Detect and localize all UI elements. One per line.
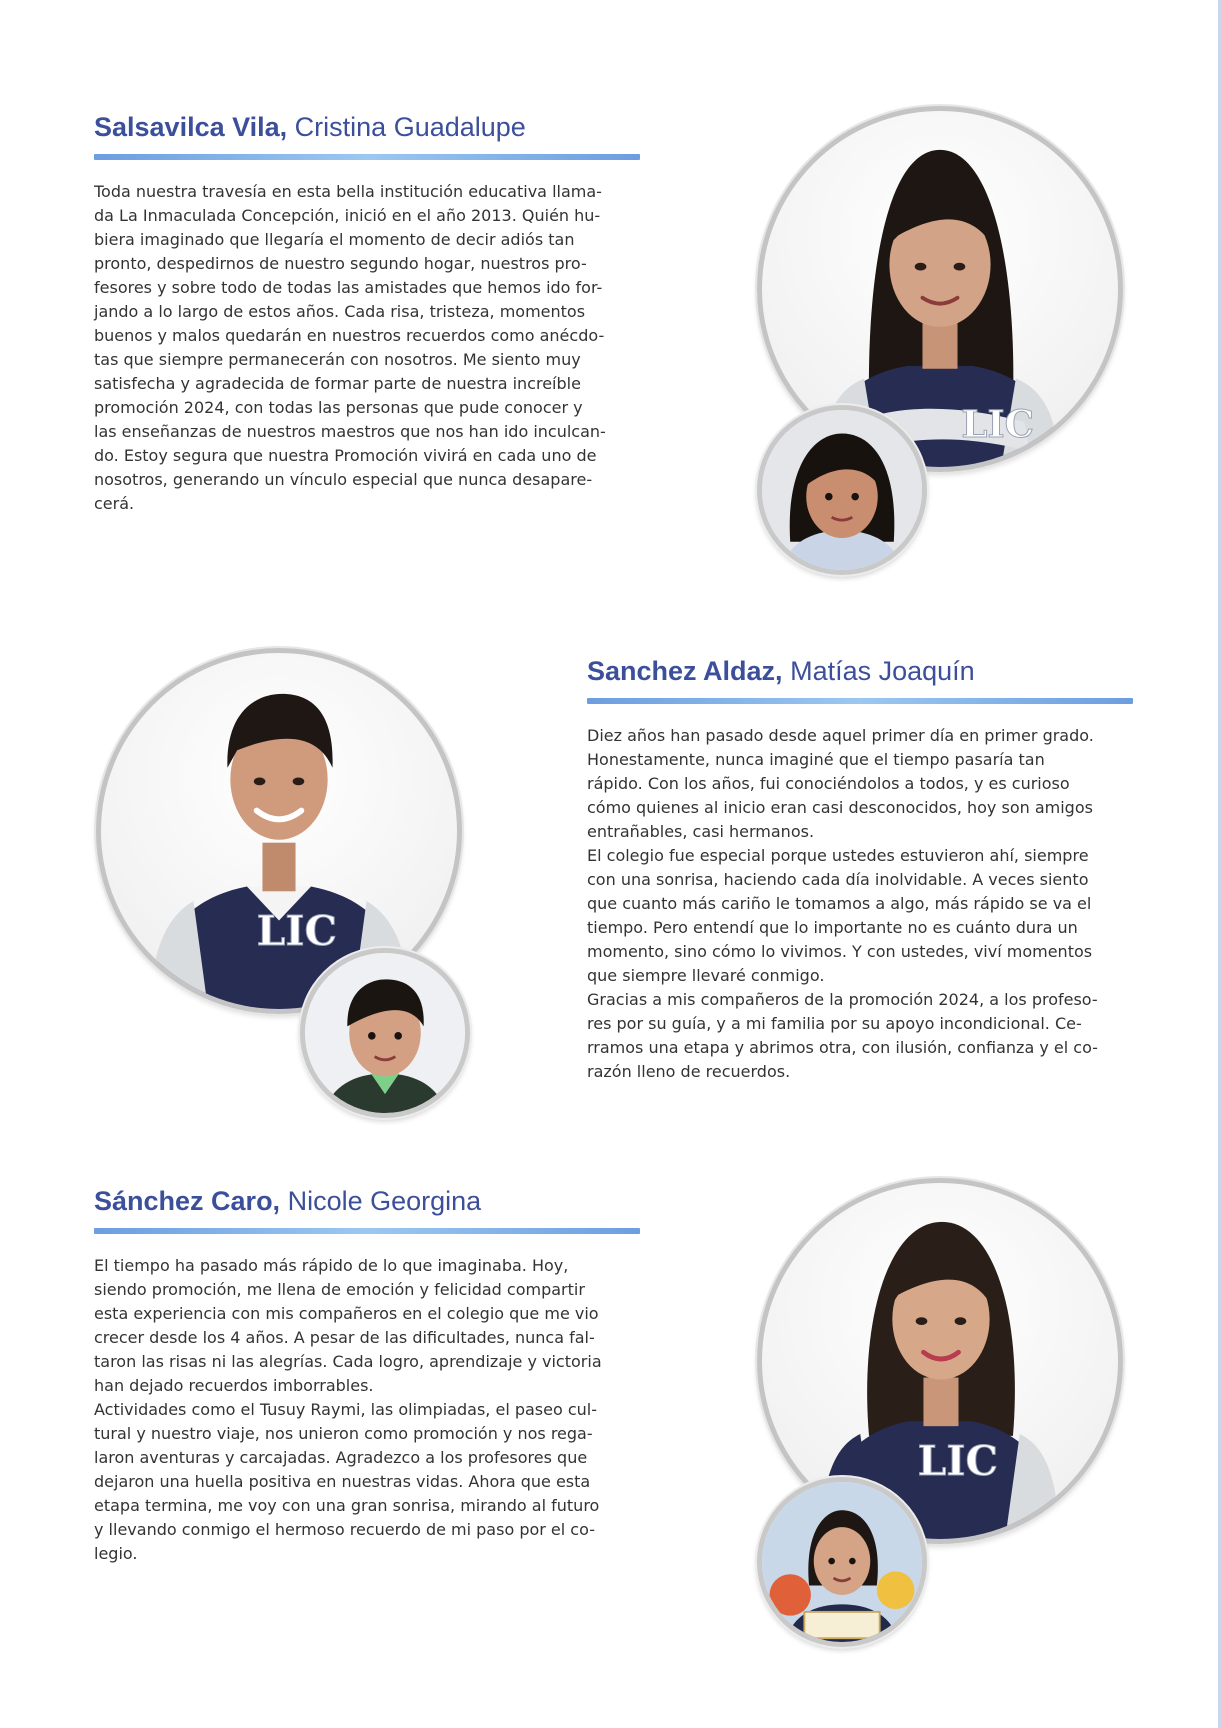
name-underline bbox=[94, 1228, 640, 1234]
childhood-photo-girl bbox=[762, 410, 922, 570]
student-text-block bbox=[94, 1184, 640, 1566]
jacket-logo: LIC bbox=[917, 1436, 998, 1485]
student-given-name: Cristina Guadalupe bbox=[294, 112, 526, 142]
student-name bbox=[587, 654, 1133, 688]
jacket-logo: LIC bbox=[961, 401, 1035, 446]
student-surname: Salsavilca Vila, bbox=[94, 112, 288, 142]
student-name bbox=[94, 110, 640, 144]
name-underline bbox=[94, 154, 640, 160]
student-text-block bbox=[94, 110, 640, 516]
student-given-name: Nicole Georgina bbox=[287, 1186, 482, 1216]
childhood-photo-boy bbox=[305, 953, 465, 1113]
student-given-name: Matías Joaquín bbox=[790, 656, 975, 686]
childhood-photo-girl-with-diploma bbox=[762, 1482, 922, 1642]
childhood-photo bbox=[757, 1477, 927, 1647]
student-name bbox=[94, 1184, 640, 1218]
childhood-photo bbox=[757, 405, 927, 575]
student-surname: Sanchez Aldaz, bbox=[587, 656, 783, 686]
name-underline bbox=[587, 698, 1133, 704]
student-text-block bbox=[587, 654, 1133, 1084]
childhood-photo bbox=[300, 948, 470, 1118]
student-bio: Diez años han pasado desde aquel primer día en primer grado. Honestamente, nunca imaginé que el tiempo pasaría tan rápido. Con los años, fui conociéndolos a todos, y es curioso cómo quienes al inicio eran casi desconocidos, hoy son amigos entrañables, casi hermanos. El colegio fue especial porque ustedes estuvieron ahí, siempre con una sonrisa, haciendo cada día inolvidable. A veces siento que cuanto más cariño le tomamos a algo, más rápido se va el tiempo. Pero entendí que lo importante no es cuánto dura un momento, sino cómo lo vivimos. Y con ustedes, viví momentos que siempre llevaré conmigo. Gracias a mis compañeros de la promoción 2024, a los profeso- res por su guía, y a mi familia por su apoyo incondicional. Ce- rramos una etapa y abrimos otra, con ilusión, confianza y el co- razón lleno de recuerdos. bbox=[587, 726, 1098, 1081]
student-bio: El tiempo ha pasado más rápido de lo que imaginaba. Hoy, siendo promoción, me llena de emoción y felicidad compartir esta experiencia con mis compañeros en el colegio que me vio crecer desde los 4 años. A pesar de las dificultades, nunca fal- taron las risas ni las alegrías. Cada logro, aprendizaje y victoria han dejado recuerdos imborrables. Actividades como el Tusuy Raymi, las olimpiadas, el paseo cul- tural y nuestro viaje, nos unieron como promoción y nos rega- laron aventuras y carcajadas. Agradezco a los profesores que dejaron una huella positiva en nuestras vidas. Ahora que esta etapa termina, me voy con una gran sonrisa, mirando al futuro y llevando conmigo el hermoso recuerdo de mi paso por el co- legio. bbox=[94, 1256, 602, 1563]
jacket-logo: LIC bbox=[256, 906, 337, 955]
student-surname: Sánchez Caro, bbox=[94, 1186, 281, 1216]
student-bio: Toda nuestra travesía en esta bella institución educativa llama- da La Inmaculada Concepción, inició en el año 2013. Quién hu- biera imaginado que llegaría el momento de decir adiós tan pronto, despedirnos de nuestro segundo hogar, nuestros pro- fesores y sobre todo de todas las amistades que hemos ido for- jando a lo largo de estos años. Cada risa, tristeza, momentos buenos y malos quedarán en nuestros recuerdos como anécdo- tas que siempre permanecerán con nosotros. Me siento muy satisfecha y agradecida de formar parte de nuestra increíble promoción 2024, con todas las personas que pude conocer y las enseñanzas de nuestros maestros que nos han ido inculcan- do. Estoy segura que nuestra Promoción vivirá en cada uno de nosotros, generando un vínculo especial que nunca desapare- cerá. bbox=[94, 182, 606, 513]
